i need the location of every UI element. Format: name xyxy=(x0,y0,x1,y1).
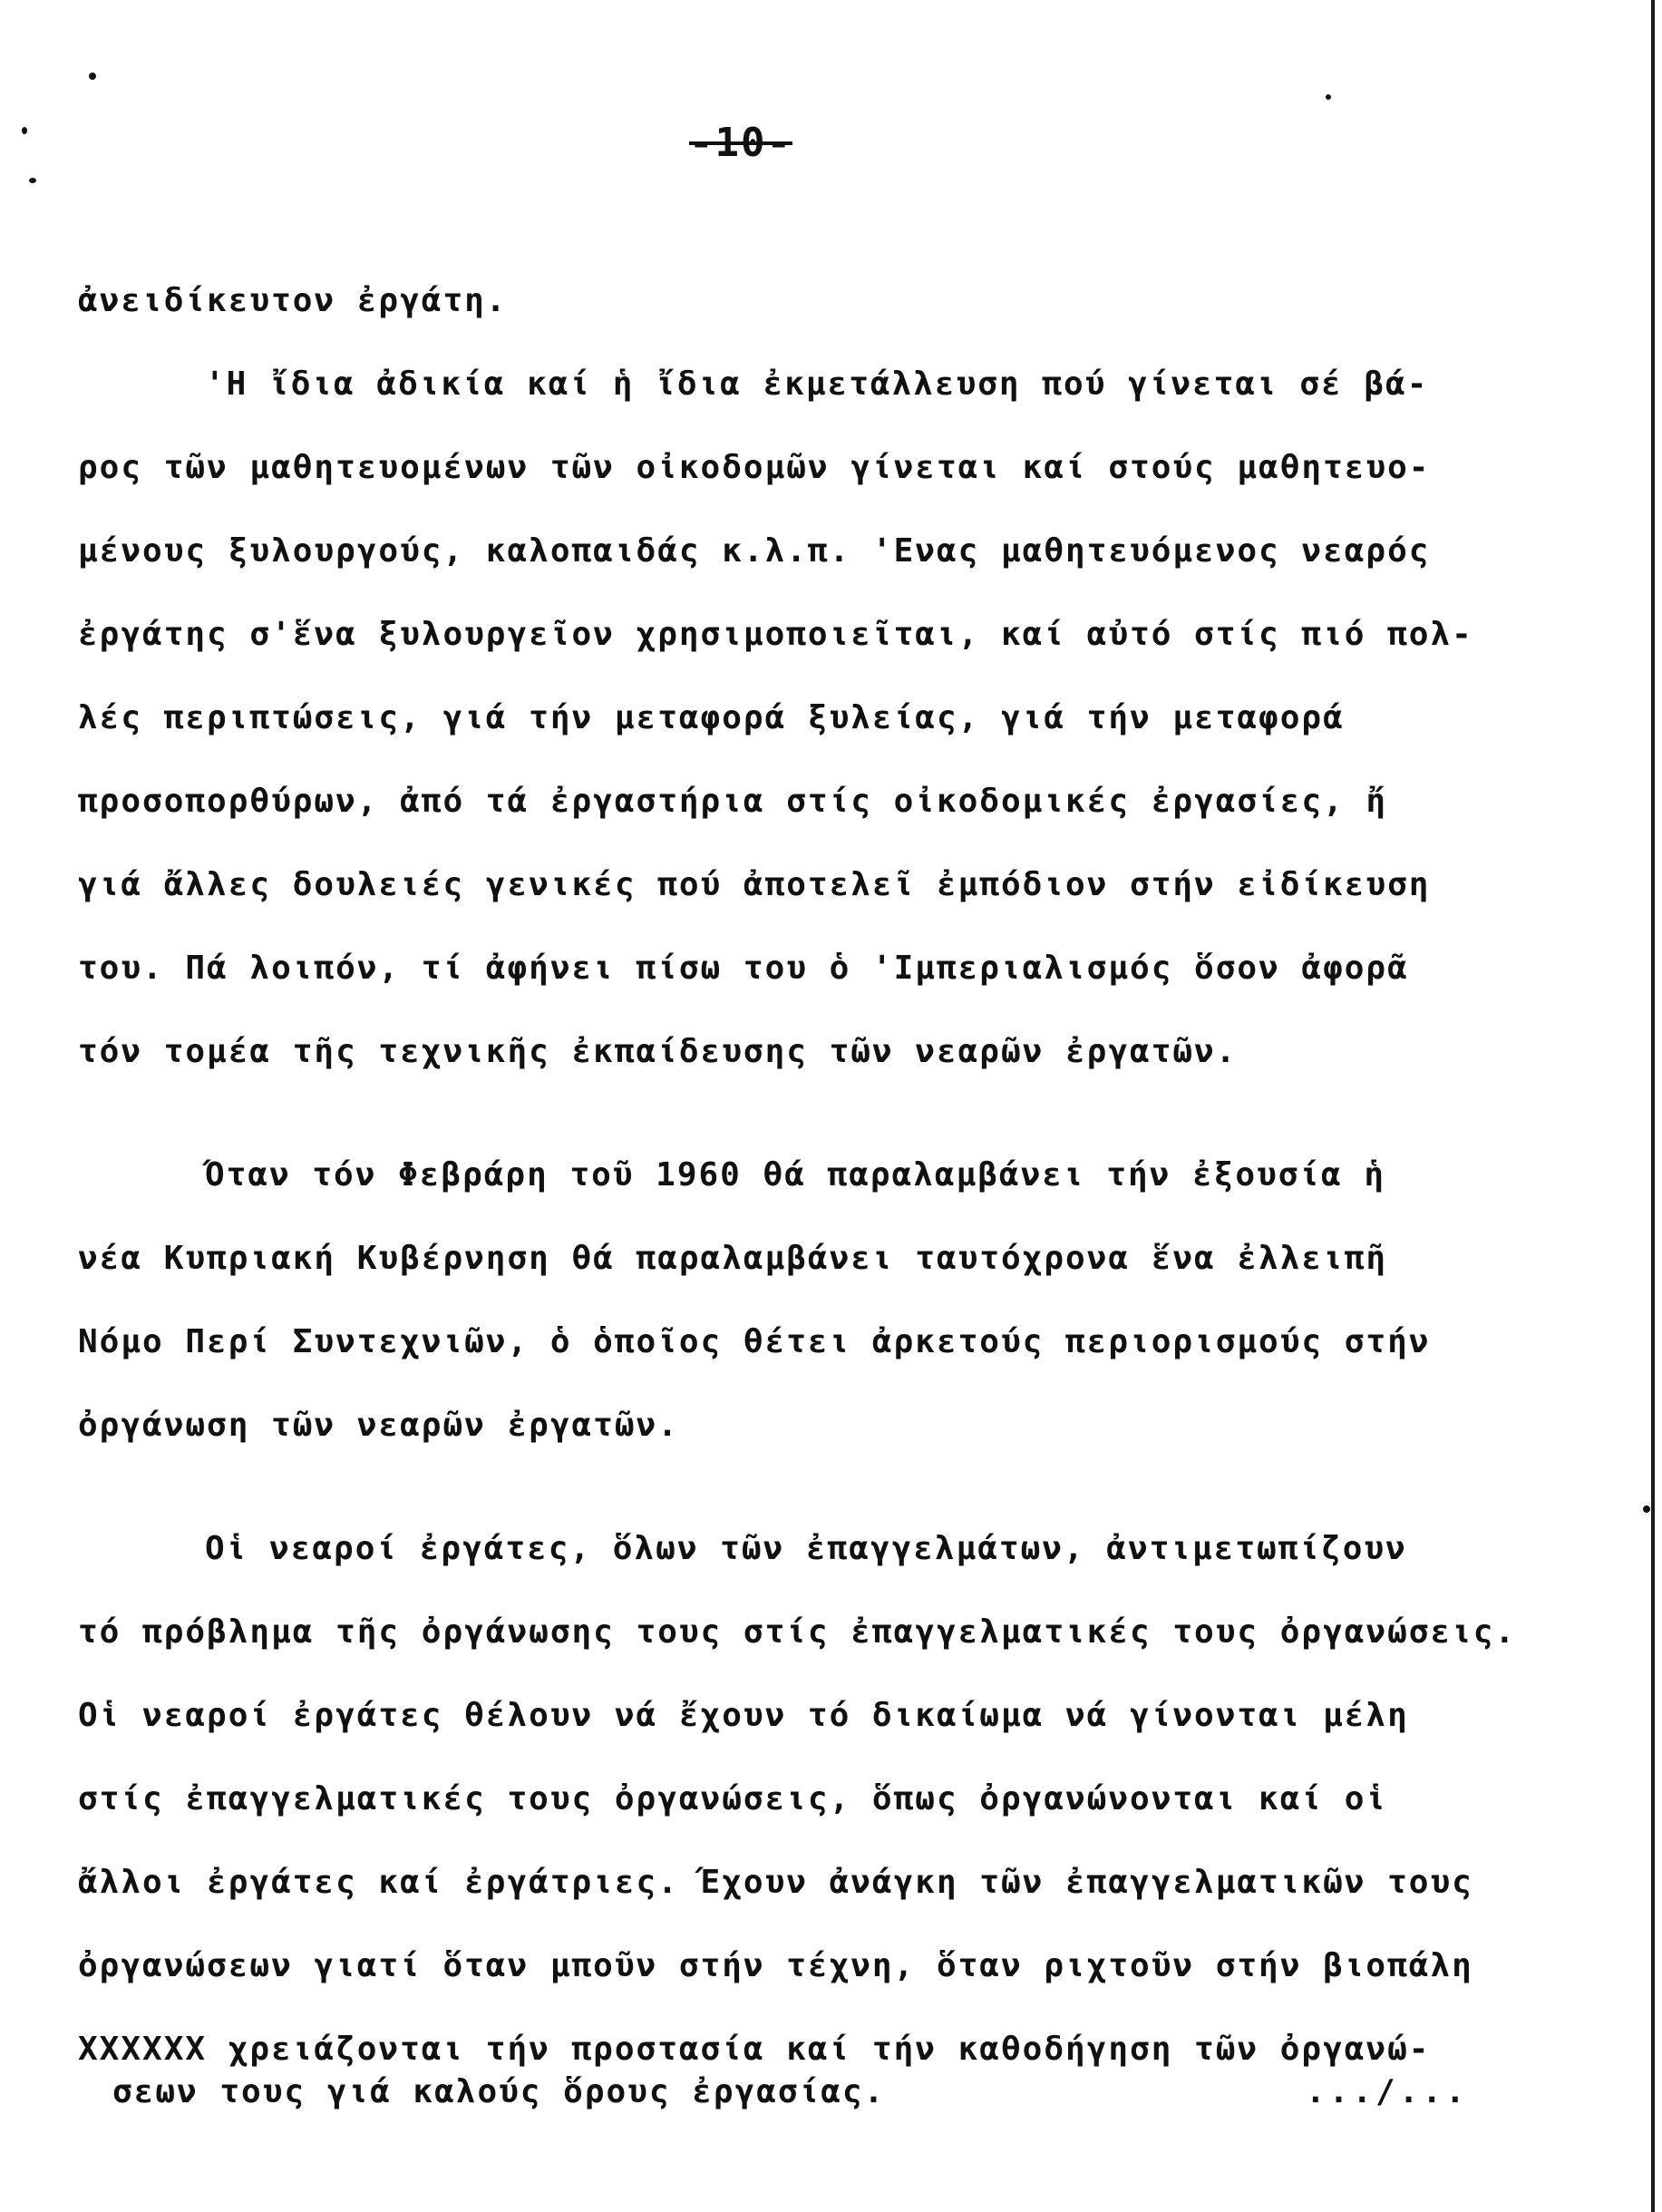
text-line: ὀργανώσεων γιατί ὅταν μποῦν στήν τέχνη, ὅταν ριχτοῦν στήν βιοπάλη xyxy=(78,1947,1473,1984)
text-line: τό πρόβλημα τῆς ὀργάνωσης τους στίς ἐπαγγελματικές τους ὀργανώσεις. xyxy=(78,1613,1517,1651)
text-line: λές περιπτώσεις, γιά τήν μεταφορά ξυλείας, γιά τήν μεταφορά xyxy=(78,699,1345,736)
text-line: ἄλλοι ἐργάτες καί ἐργάτριες. Έχουν ἀνάγκη τῶν ἐπαγγελματικῶν τους xyxy=(78,1864,1473,1901)
closing-line: σεων τους γιά καλούς ὅρους ἐργασίας. xyxy=(112,2073,886,2110)
text-line: ρος τῶν μαθητευομένων τῶν οἰκοδομῶν γίνεται καί στούς μαθητευο- xyxy=(78,449,1431,486)
paragraph-gap xyxy=(78,1467,1601,1507)
scan-speck xyxy=(22,127,27,134)
scan-speck xyxy=(1643,1506,1650,1513)
text-line: XXXXXX χρειάζονται τήν προστασία καί τήν καθοδήγηση τῶν ὀργανώ- xyxy=(78,2031,1431,2068)
text-line: ἀνειδίκευτον ἐργάτη. xyxy=(78,282,508,319)
text-line: νέα Κυπριακή Κυβέρνηση θά παραλαμβάνει ταυτόχρονα ἕνα ἐλλειπῆ xyxy=(78,1240,1388,1277)
paragraph-gap xyxy=(78,1094,1601,1134)
text-line: Οἱ νεαροί ἐργάτες θέλουν νά ἔχουν τό δικαίωμα νά γίνονται μέλη xyxy=(78,1697,1409,1734)
text-line: Όταν τόν Φεβράρη τοῦ 1960 θά παραλαμβάνει τήν ἐξουσία ἡ xyxy=(205,1156,1386,1194)
text-line: γιά ἄλλες δουλειές γενικές πού ἀποτελεῖ ἐμπόδιον στήν εἰδίκευση xyxy=(78,866,1431,903)
continuation-mark: .../... xyxy=(1306,2073,1469,2110)
text-line: προσοπορθύρων, ἀπό τά ἐργαστήρια στίς οἰκοδομικές ἐργασίες, ἤ xyxy=(78,783,1388,820)
text-line: τόν τομέα τῆς τεχνικῆς ἐκπαίδευσης τῶν νεαρῶν ἐργατῶν. xyxy=(78,1033,1238,1070)
text-line: 'Η ἴδια ἀδικία καί ἡ ἴδια ἐκμετάλλευση πού γίνεται σέ βά- xyxy=(205,365,1429,403)
scan-speck xyxy=(1326,94,1331,100)
text-line: ἐργάτης σ'ἕνα ξυλουργεῖον χρησιμοποιεῖται, καί αὐτό στίς πιό πολ- xyxy=(78,616,1473,653)
page-number: -10- xyxy=(689,120,792,166)
text-line: του. Πά λοιπόν, τί ἀφήνει πίσω του ὁ 'Ιμπεριαλισμός ὅσον ἀφορᾶ xyxy=(78,950,1409,987)
text-line: Νόμο Περί Συντεχνιῶν, ὁ ὁποῖος θέτει ἀρκετούς περιορισμούς στήν xyxy=(78,1323,1431,1360)
text-line: ὀργάνωση τῶν νεαρῶν ἐργατῶν. xyxy=(78,1407,679,1444)
text-line: Οἱ νεαροί ἐργάτες, ὅλων τῶν ἐπαγγελμάτων, ἀντιμετωπίζουν xyxy=(205,1530,1407,1567)
scan-speck xyxy=(89,73,96,80)
document-body xyxy=(78,259,1601,2091)
text-line: μένους ξυλουργούς, καλοπαιδάς κ.λ.π. 'Ενας μαθητευόμενος νεαρός xyxy=(78,532,1431,570)
text-line: στίς ἐπαγγελματικές τους ὀργανώσεις, ὅπως ὀργανώνονται καί οἱ xyxy=(78,1780,1388,1817)
page-edge-shadow xyxy=(1651,0,1655,2212)
scan-speck xyxy=(29,178,36,183)
